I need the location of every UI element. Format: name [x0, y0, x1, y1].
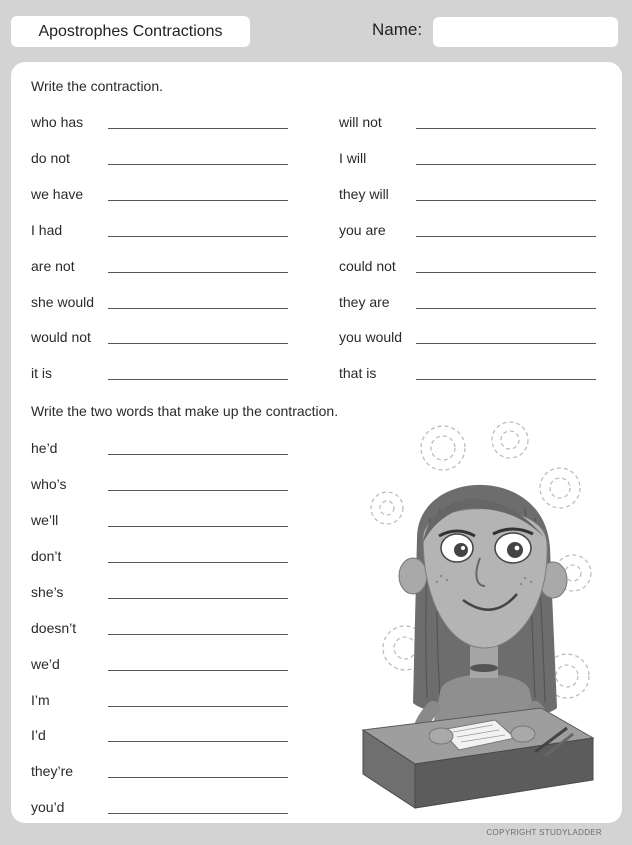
word-label: could not: [339, 258, 396, 274]
answer-line[interactable]: [416, 200, 596, 201]
answer-line[interactable]: [108, 562, 288, 563]
word-label: would not: [31, 329, 91, 345]
answer-line[interactable]: [416, 272, 596, 273]
word-label: will not: [339, 114, 382, 130]
word-label: you’d: [31, 799, 65, 815]
word-label: they will: [339, 186, 389, 202]
answer-line[interactable]: [108, 634, 288, 635]
word-label: are not: [31, 258, 75, 274]
answer-line[interactable]: [416, 379, 596, 380]
word-label: doesn’t: [31, 620, 77, 636]
word-label: we have: [31, 186, 84, 202]
answer-line[interactable]: [108, 454, 288, 455]
word-label: he’d: [31, 440, 58, 456]
word-label: they’re: [31, 763, 74, 779]
name-label: Name:: [372, 20, 423, 39]
answer-line[interactable]: [108, 490, 288, 491]
copyright-text: COPYRIGHT STUDYLADDER: [486, 828, 602, 837]
word-label: it is: [31, 365, 52, 381]
answer-line[interactable]: [108, 236, 288, 237]
answer-line[interactable]: [416, 308, 596, 309]
word-label: I’d: [31, 727, 46, 743]
answer-line[interactable]: [108, 308, 288, 309]
answer-line[interactable]: [416, 128, 596, 129]
worksheet-title: Apostrophes Contractions: [11, 16, 250, 47]
answer-line[interactable]: [108, 777, 288, 778]
answer-line[interactable]: [108, 813, 288, 814]
answer-line[interactable]: [108, 200, 288, 201]
word-label: I will: [339, 150, 367, 166]
word-label: you would: [339, 329, 403, 345]
word-label: she would: [31, 294, 95, 310]
answer-line[interactable]: [108, 272, 288, 273]
answer-line[interactable]: [108, 379, 288, 380]
answer-line[interactable]: [108, 343, 288, 344]
answer-line[interactable]: [108, 526, 288, 527]
answer-line[interactable]: [108, 128, 288, 129]
word-label: we’ll: [31, 512, 59, 528]
answer-line[interactable]: [416, 343, 596, 344]
answer-line[interactable]: [108, 670, 288, 671]
girl-at-desk-illustration: [345, 408, 607, 820]
answer-line[interactable]: [108, 164, 288, 165]
answer-line[interactable]: [108, 741, 288, 742]
section1-instruction: Write the contraction.: [31, 78, 164, 94]
word-label: don’t: [31, 548, 62, 564]
answer-line[interactable]: [416, 236, 596, 237]
section2-instruction: Write the two words that make up the contraction.: [31, 403, 339, 419]
answer-line[interactable]: [108, 706, 288, 707]
name-field[interactable]: [433, 17, 618, 47]
word-label: she’s: [31, 584, 64, 600]
word-label: you are: [339, 222, 386, 238]
word-label: do not: [31, 150, 70, 166]
word-label: I had: [31, 222, 63, 238]
word-label: I’m: [31, 692, 50, 708]
word-label: who has: [31, 114, 84, 130]
word-label: we’d: [31, 656, 60, 672]
answer-line[interactable]: [108, 598, 288, 599]
word-label: who’s: [31, 476, 67, 492]
word-label: they are: [339, 294, 390, 310]
answer-line[interactable]: [416, 164, 596, 165]
word-label: that is: [339, 365, 377, 381]
